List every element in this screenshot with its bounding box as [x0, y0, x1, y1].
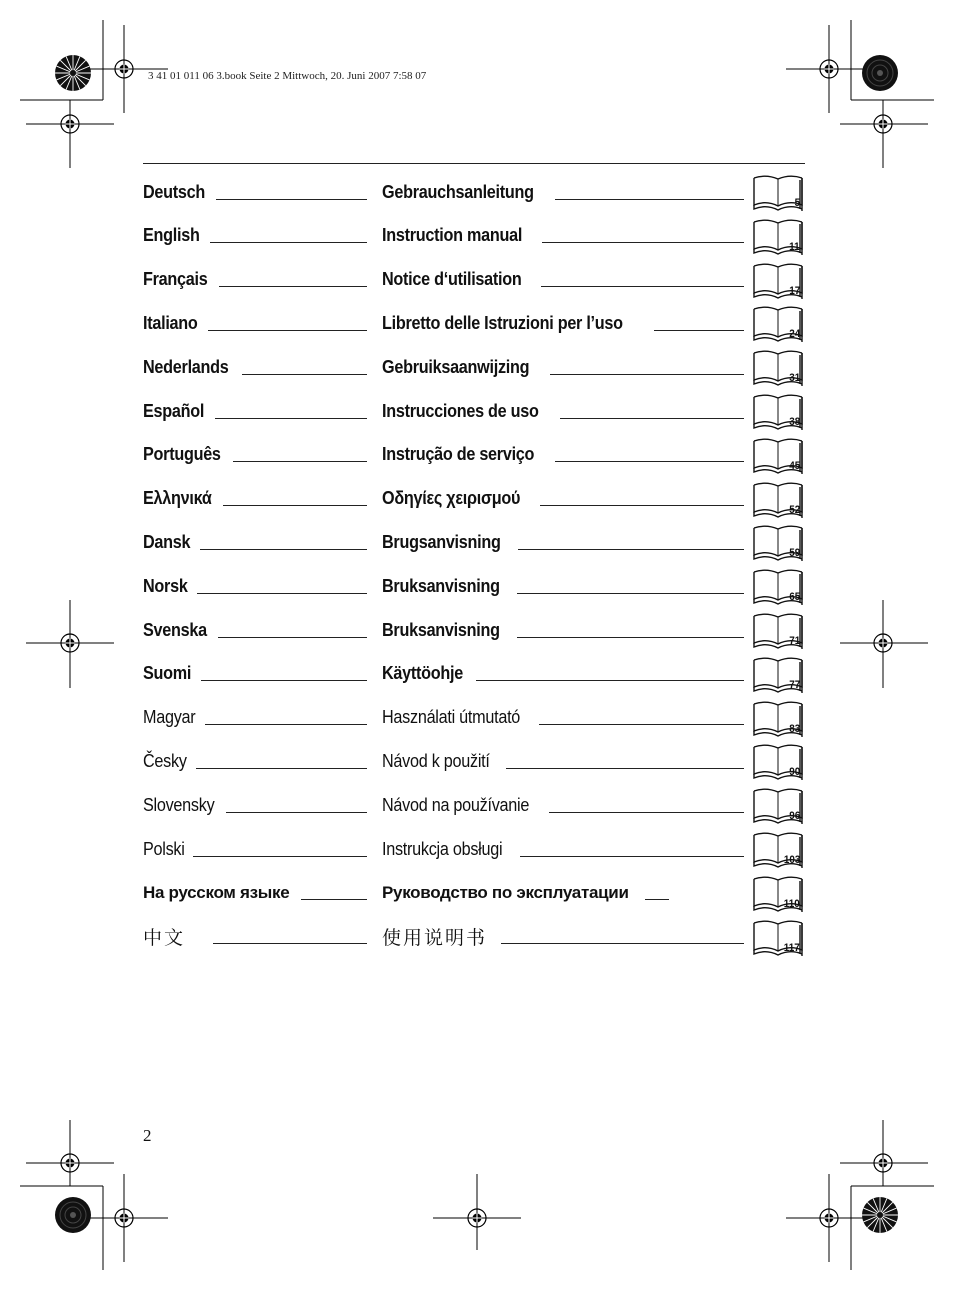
book-page-icon: [752, 788, 804, 826]
toc-title: 使用说明书: [382, 927, 488, 950]
toc-language: Svenska: [143, 619, 207, 640]
toc-language: Česky: [143, 750, 187, 771]
toc-language-cell: [143, 566, 371, 606]
toc-title: Návod na používanie: [382, 794, 530, 815]
leader-line: [219, 286, 367, 287]
toc-title: Instruction manual: [382, 225, 523, 246]
file-info-header: 3 41 01 011 06 3.book Seite 2 Mittwoch, 20. Juni 2007 7:58 07: [148, 70, 427, 82]
toc-page-number: 45: [788, 459, 800, 472]
toc-language-cell: [143, 654, 371, 694]
toc-page-number: 17: [788, 284, 800, 297]
leader-line: [242, 374, 367, 375]
leader-line: [193, 856, 367, 857]
toc-language-cell: [143, 347, 371, 387]
leader-line: [555, 199, 744, 200]
toc-language-cell: [143, 917, 371, 957]
book-page-icon: [752, 832, 804, 870]
leader-line: [218, 637, 367, 638]
book-page-icon: [752, 219, 804, 257]
book-page-icon: [752, 525, 804, 563]
toc-page-number: 65: [788, 591, 800, 604]
toc-language-cell: [143, 610, 371, 650]
toc-title: Gebrauchsanleitung: [382, 181, 534, 202]
book-page-icon: [752, 350, 804, 388]
book-page-icon: [752, 569, 804, 607]
toc-title-cell: [382, 172, 748, 212]
toc-language: Polski: [143, 838, 185, 859]
leader-line: [197, 593, 367, 594]
leader-line: [233, 461, 367, 462]
toc-language-cell: [143, 741, 371, 781]
toc-page-number: 11: [789, 240, 800, 253]
toc-language: 中文: [143, 927, 186, 950]
toc-title-cell: [382, 347, 748, 387]
leader-line: [518, 549, 744, 550]
toc-row[interactable]: [143, 829, 805, 869]
toc-row[interactable]: [143, 698, 805, 738]
leader-line: [549, 812, 744, 813]
book-page-icon: [752, 175, 804, 213]
toc-language: Ελληνικά: [143, 488, 212, 509]
toc-language-cell: [143, 260, 371, 300]
toc-page-number: 31: [788, 372, 800, 385]
book-page-icon: [752, 876, 804, 914]
leader-line: [645, 899, 669, 900]
toc-language: Suomi: [143, 663, 192, 684]
toc-language: Nederlands: [143, 356, 229, 377]
leader-line: [213, 943, 367, 944]
toc-language-cell: [143, 479, 371, 519]
book-page-icon: [752, 394, 804, 432]
toc-title-cell: [382, 785, 748, 825]
leader-line: [539, 724, 744, 725]
toc-title-cell: [382, 654, 748, 694]
book-page-icon: [752, 920, 804, 958]
toc-language: Dansk: [143, 531, 191, 552]
toc-title-cell: [382, 522, 748, 562]
toc-title: Käyttöohje: [382, 663, 464, 684]
book-page-icon: [752, 744, 804, 782]
leader-line: [520, 856, 744, 857]
toc-row[interactable]: [143, 610, 805, 650]
toc-language-cell: [143, 216, 371, 256]
toc-title-cell: [382, 610, 748, 650]
leader-line: [223, 505, 367, 506]
leader-line: [205, 724, 367, 725]
leader-line: [555, 461, 744, 462]
toc-title: Instrucciones de uso: [382, 400, 539, 421]
toc-language: Español: [143, 400, 205, 421]
leader-line: [208, 330, 367, 331]
book-page-icon: [752, 613, 804, 651]
leader-line: [560, 418, 744, 419]
leader-line: [226, 812, 367, 813]
book-page-icon: [752, 657, 804, 695]
leader-line: [517, 637, 744, 638]
toc-page-number: 59: [788, 547, 800, 560]
toc-row[interactable]: [143, 566, 805, 606]
toc-title-cell: [382, 479, 748, 519]
toc-language: На русском языке: [143, 882, 290, 902]
leader-line: [196, 768, 367, 769]
leader-line: [201, 680, 367, 681]
toc-page-number: 90: [788, 766, 800, 779]
toc-title: Руководство по эксплуатации: [382, 882, 629, 902]
leader-line: [517, 593, 744, 594]
toc-language-cell: [143, 172, 371, 212]
toc-row[interactable]: [143, 479, 805, 519]
toc-title: Gebruiksaanwijzing: [382, 356, 530, 377]
toc-title-cell: [382, 435, 748, 475]
toc-page-number: 96: [788, 810, 800, 823]
toc-language: English: [143, 225, 200, 246]
toc-row[interactable]: [143, 435, 805, 475]
toc-title-cell: [382, 741, 748, 781]
toc-title-cell: [382, 566, 748, 606]
toc-page-number: 103: [783, 854, 800, 866]
toc-row[interactable]: [143, 522, 805, 562]
book-page-icon: [752, 263, 804, 301]
toc-language-cell: [143, 785, 371, 825]
toc-language: Slovensky: [143, 794, 215, 815]
book-page-icon: [752, 306, 804, 344]
toc-language: Italiano: [143, 312, 198, 333]
toc-title: Instrução de serviço: [382, 444, 535, 465]
toc-row[interactable]: [143, 216, 805, 256]
toc-title: Οδηγίες χειρισμού: [382, 488, 521, 509]
toc-language-cell: [143, 873, 371, 913]
toc-row[interactable]: [143, 303, 805, 343]
toc-title-cell: [382, 698, 748, 738]
leader-line: [506, 768, 744, 769]
toc-title: Notice d‘utilisation: [382, 269, 522, 290]
toc-title-cell: [382, 260, 748, 300]
toc-language-cell: [143, 391, 371, 431]
leader-line: [550, 374, 744, 375]
toc-language: Norsk: [143, 575, 188, 596]
book-page-icon: [752, 482, 804, 520]
leader-line: [501, 943, 744, 944]
toc-title-cell: [382, 216, 748, 256]
leader-line: [200, 549, 367, 550]
toc-page-number: 38: [788, 416, 800, 428]
toc-title: Bruksanvisning: [382, 575, 500, 596]
page-number: 2: [143, 1126, 152, 1145]
toc-page-number: 117: [784, 941, 800, 954]
book-page-icon: [752, 701, 804, 739]
toc-page-number: 71: [788, 635, 800, 647]
toc-row[interactable]: [143, 172, 805, 212]
toc-row[interactable]: [143, 260, 805, 300]
toc-language: Français: [143, 269, 208, 290]
toc-title-cell: [382, 391, 748, 431]
toc-row[interactable]: [143, 873, 805, 913]
toc-title: Használati útmutató: [382, 707, 521, 728]
toc-language-cell: [143, 698, 371, 738]
leader-line: [654, 330, 744, 331]
toc-language: Deutsch: [143, 181, 206, 202]
leader-line: [540, 505, 744, 506]
leader-line: [541, 286, 744, 287]
toc-row[interactable]: [143, 654, 805, 694]
toc-title-cell: [382, 917, 748, 957]
book-page-icon: [752, 438, 804, 476]
toc-row[interactable]: [143, 785, 805, 825]
toc-row[interactable]: [143, 347, 805, 387]
toc-title: Libretto delle Istruzioni per l’uso: [382, 312, 623, 333]
leader-line: [542, 242, 744, 243]
toc-title: Brugsanvisning: [382, 531, 501, 552]
toc-row[interactable]: [143, 391, 805, 431]
leader-line: [216, 199, 367, 200]
toc-title-cell: [382, 303, 748, 343]
toc-page-number: 5: [794, 197, 800, 209]
toc-title: Instrukcja obsługi: [382, 838, 503, 859]
toc-row[interactable]: [143, 917, 805, 957]
top-rule: [143, 163, 805, 164]
toc-page-number: 77: [788, 678, 800, 691]
toc-title-cell: [382, 873, 748, 913]
toc-title: Návod k použití: [382, 750, 490, 771]
toc-page-number: 52: [788, 503, 800, 516]
toc-title: Bruksanvisning: [382, 619, 500, 640]
leader-line: [210, 242, 367, 243]
leader-line: [301, 899, 367, 900]
toc-language-cell: [143, 522, 371, 562]
toc-language: Português: [143, 444, 221, 465]
toc-title-cell: [382, 829, 748, 869]
toc-language: Magyar: [143, 707, 196, 728]
toc-row[interactable]: [143, 741, 805, 781]
toc-language-cell: [143, 435, 371, 475]
toc-language-cell: [143, 303, 371, 343]
leader-line: [476, 680, 744, 681]
leader-line: [215, 418, 367, 419]
toc-page-number: 83: [788, 722, 800, 735]
toc-language-cell: [143, 829, 371, 869]
toc-page-number: 110: [784, 897, 800, 910]
toc-page-number: 24: [788, 328, 800, 341]
